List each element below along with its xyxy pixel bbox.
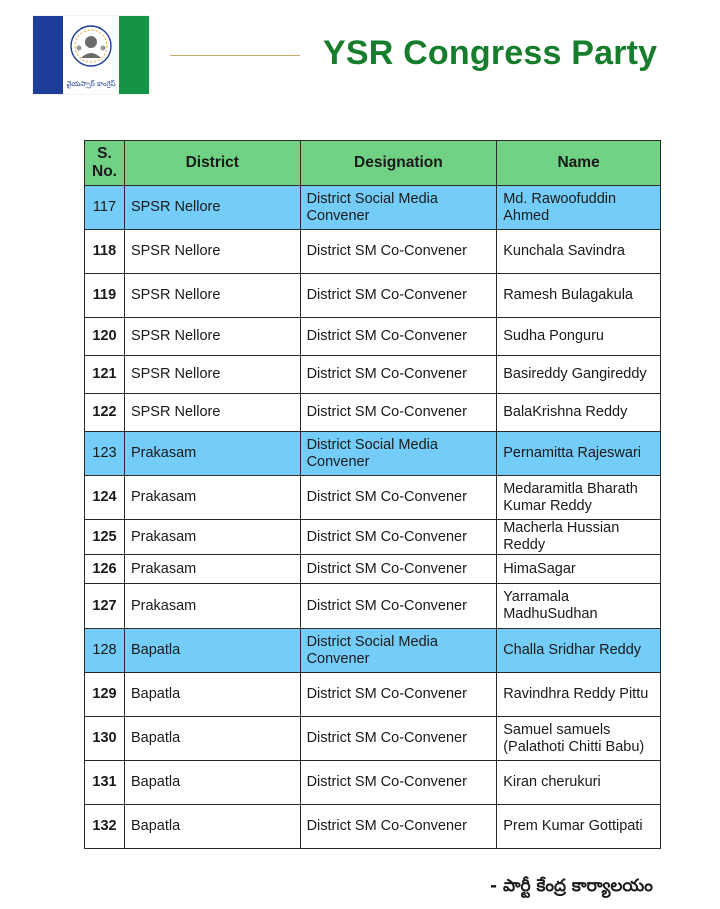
cell-sno: 123	[85, 432, 125, 476]
cell-sno: 131	[85, 761, 125, 805]
table-row	[85, 476, 661, 520]
cell-designation: District SM Co-Convener	[300, 274, 497, 318]
column-header-designation: Designation	[300, 141, 497, 186]
cell-name: Pernamitta Rajeswari	[497, 432, 661, 476]
cell-sno: 129	[85, 673, 125, 717]
table-row	[85, 230, 661, 274]
header-divider	[170, 55, 300, 56]
table-row	[85, 186, 661, 230]
cell-sno: 126	[85, 555, 125, 584]
party-title: YSR Congress Party	[323, 34, 658, 72]
cell-name: Samuel samuels (Palathoti Chitti Babu)	[497, 717, 661, 761]
cell-designation: District SM Co-Convener	[300, 584, 497, 629]
cell-sno: 122	[85, 394, 125, 432]
cell-name: Medaramitla Bharath Kumar Reddy	[497, 476, 661, 520]
cell-name: Macherla Hussian Reddy	[497, 520, 661, 555]
column-header-name: Name	[497, 141, 661, 186]
cell-name: Prem Kumar Gottipati	[497, 805, 661, 849]
party-flag-logo	[33, 16, 149, 94]
cell-sno: 120	[85, 318, 125, 356]
table-row	[85, 584, 661, 629]
cell-district: Prakasam	[124, 432, 300, 476]
member-table	[84, 140, 661, 849]
cell-name: Md. Rawoofuddin Ahmed	[497, 186, 661, 230]
cell-district: Bapatla	[124, 761, 300, 805]
cell-name: HimaSagar	[497, 555, 661, 584]
cell-designation: District SM Co-Convener	[300, 520, 497, 555]
cell-district: Bapatla	[124, 673, 300, 717]
cell-sno: 127	[85, 584, 125, 629]
cell-sno: 130	[85, 717, 125, 761]
cell-district: Prakasam	[124, 584, 300, 629]
cell-designation: District SM Co-Convener	[300, 476, 497, 520]
cell-designation: District SM Co-Convener	[300, 356, 497, 394]
cell-sno: 119	[85, 274, 125, 318]
cell-designation: District SM Co-Convener	[300, 673, 497, 717]
cell-district: SPSR Nellore	[124, 274, 300, 318]
cell-sno: 121	[85, 356, 125, 394]
flag-blue-band	[33, 16, 63, 94]
flag-white-band	[63, 16, 119, 94]
cell-district: Prakasam	[124, 555, 300, 584]
table-row	[85, 805, 661, 849]
cell-name: Kiran cherukuri	[497, 761, 661, 805]
table-row	[85, 629, 661, 673]
cell-district: SPSR Nellore	[124, 356, 300, 394]
table-row	[85, 761, 661, 805]
cell-designation: District SM Co-Convener	[300, 761, 497, 805]
cell-district: SPSR Nellore	[124, 230, 300, 274]
cell-sno: 125	[85, 520, 125, 555]
column-header-district: District	[124, 141, 300, 186]
table-header-row	[85, 141, 661, 186]
cell-sno: 124	[85, 476, 125, 520]
cell-designation: District SM Co-Convener	[300, 805, 497, 849]
cell-name: Yarramala MadhuSudhan	[497, 584, 661, 629]
table-row	[85, 356, 661, 394]
table-row	[85, 520, 661, 555]
cell-designation: District SM Co-Convener	[300, 318, 497, 356]
party-emblem-icon	[69, 24, 113, 68]
cell-district: Prakasam	[124, 476, 300, 520]
cell-designation: District Social Media Convener	[300, 432, 497, 476]
flag-green-band	[119, 16, 149, 94]
cell-sno: 118	[85, 230, 125, 274]
cell-designation: District Social Media Convener	[300, 186, 497, 230]
cell-district: Prakasam	[124, 520, 300, 555]
cell-designation: District SM Co-Convener	[300, 230, 497, 274]
cell-designation: District SM Co-Convener	[300, 394, 497, 432]
column-header-sno: S. No.	[85, 141, 125, 186]
cell-name: Ravindhra Reddy Pittu	[497, 673, 661, 717]
table-row	[85, 394, 661, 432]
cell-district: SPSR Nellore	[124, 394, 300, 432]
footer-signature: - పార్టీ కేంద్ర కార్యాలయం	[490, 876, 653, 896]
cell-name: Challa Sridhar Reddy	[497, 629, 661, 673]
table-row	[85, 673, 661, 717]
cell-district: Bapatla	[124, 629, 300, 673]
logo-caption: వైయస్సార్ కాంగ్రెస్	[66, 80, 116, 88]
cell-designation: District Social Media Convener	[300, 629, 497, 673]
cell-name: Kunchala Savindra	[497, 230, 661, 274]
table-row	[85, 318, 661, 356]
cell-district: SPSR Nellore	[124, 186, 300, 230]
cell-district: Bapatla	[124, 717, 300, 761]
cell-name: Ramesh Bulagakula	[497, 274, 661, 318]
cell-sno: 117	[85, 186, 125, 230]
table-row	[85, 274, 661, 318]
cell-name: Sudha Ponguru	[497, 318, 661, 356]
cell-district: Bapatla	[124, 805, 300, 849]
cell-sno: 132	[85, 805, 125, 849]
table-row	[85, 717, 661, 761]
cell-sno: 128	[85, 629, 125, 673]
cell-name: BalaKrishna Reddy	[497, 394, 661, 432]
cell-district: SPSR Nellore	[124, 318, 300, 356]
table-row	[85, 432, 661, 476]
cell-name: Basireddy Gangireddy	[497, 356, 661, 394]
table-row	[85, 555, 661, 584]
cell-designation: District SM Co-Convener	[300, 717, 497, 761]
cell-designation: District SM Co-Convener	[300, 555, 497, 584]
